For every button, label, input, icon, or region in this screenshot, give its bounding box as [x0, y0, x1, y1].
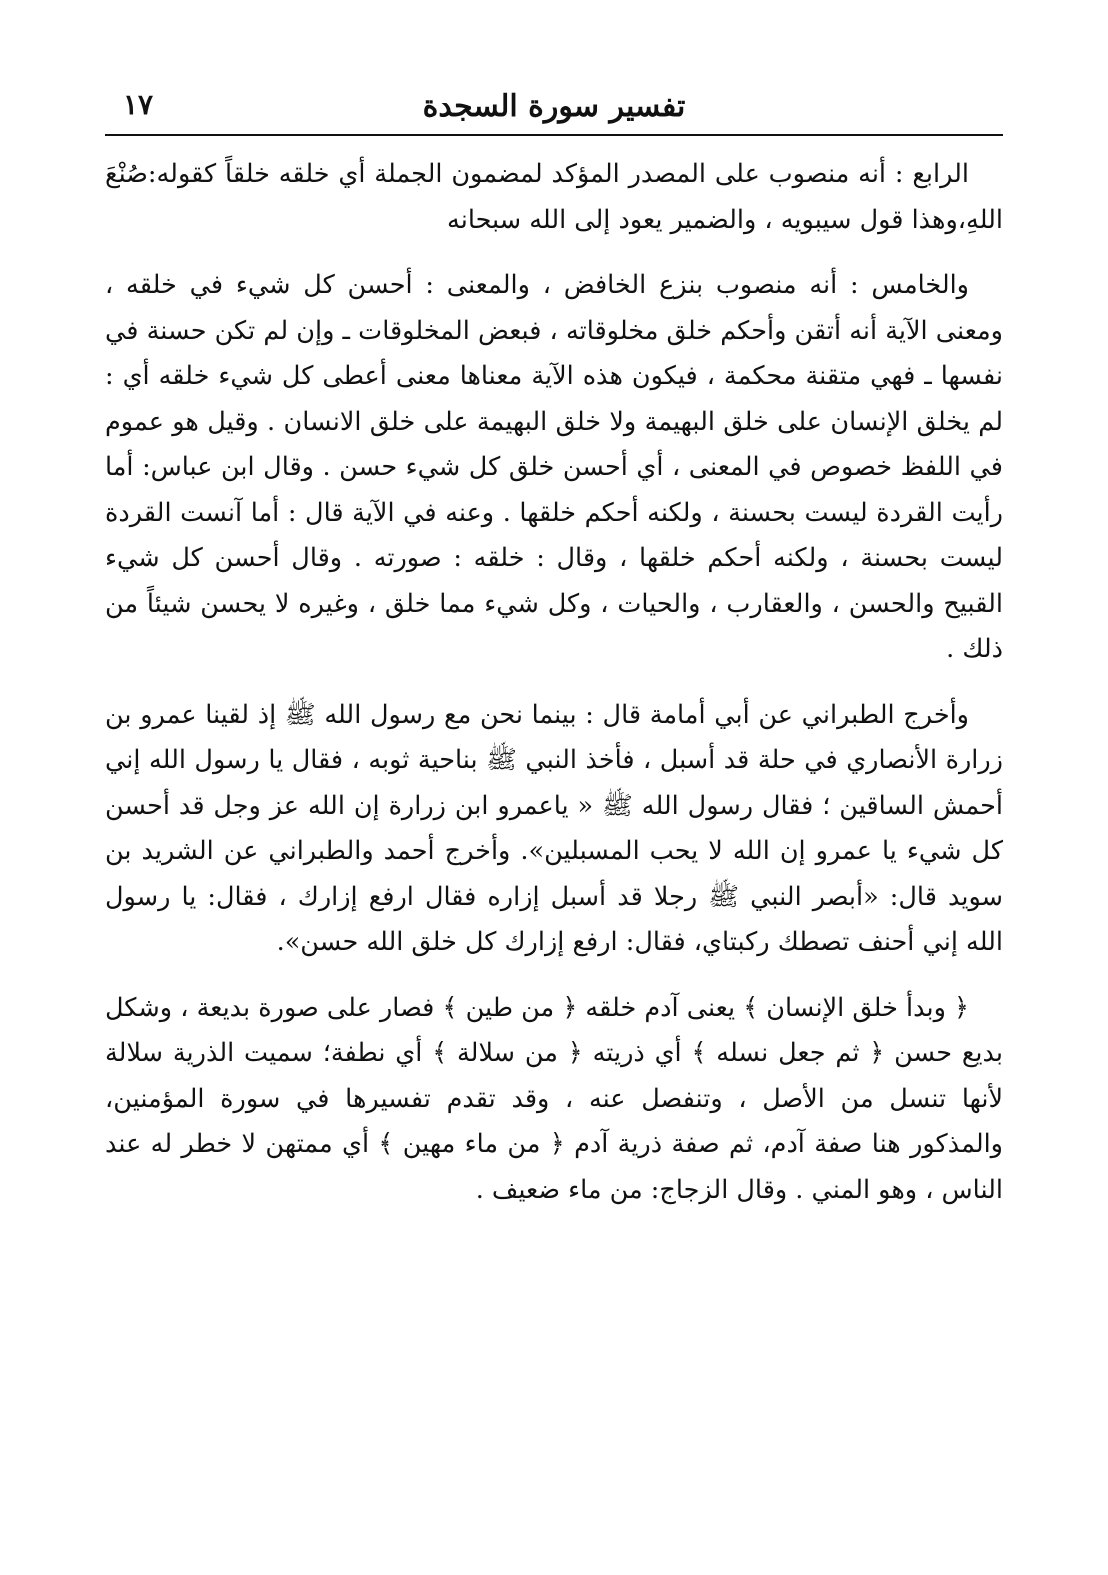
header-title: تفسير سورة السجدة [422, 88, 686, 124]
page-number: ١٧ [123, 88, 154, 121]
paragraph-3: وأخرج الطبراني عن أبي أمامة قال : بينما نحن مع رسول الله ﷺ إذ لقينا عمرو بن زرارة الأنصاري في حلة قد أسبل ، فأخذ النبي ﷺ بناحية ثوبه ، فقال يا رسول الله إني أحمش الساقين ؛ فقال رسول الله ﷺ « ياعمرو ابن زرارة إن الله عز وجل قد أحسن كل شيء يا عمرو إن الله لا يحب المسبلين». وأخرج أحمد والطبراني عن الشريد بن سويد قال: «أبصر النبي ﷺ رجلا قد أسبل إزاره فقال ارفع إزارك ، فقال: يا رسول الله إني أحنف تصطك ركبتاي، فقال: ارفع إزارك كل خلق الله حسن». [105, 699, 1003, 957]
page-body [105, 152, 1003, 1233]
paragraph-2: والخامس : أنه منصوب بنزع الخافض ، والمعنى : أحسن كل شيء في خلقه ، ومعنى الآية أنه أتقن وأحكم خلق مخلوقاته ، فبعض المخلوقات ـ وإن لم تكن حسنة في نفسها ـ فهي متقنة محكمة ، فيكون هذه الآية معناها معنى أعطى كل شيء خلقه أي : لم يخلق الإنسان على خلق البهيمة ولا خلق البهيمة على خلق الانسان . وقيل هو عموم في اللفظ خصوص في المعنى ، أي أحسن خلق كل شيء حسن . وقال ابن عباس: أما رأيت القردة ليست بحسنة ، ولكنه أحكم خلقها . وعنه في الآية قال : أما آنست القردة ليست بحسنة ، ولكنه أحكم خلقها ، وقال : خلقه : صورته . وقال أحسن كل شيء القبيح والحسن ، والعقارب ، والحيات ، وكل شيء مما خلق ، وغيره لا يحسن شيئاً من ذلك . [105, 270, 1003, 664]
running-header [105, 78, 1003, 136]
paragraph-4: ﴿ وبدأ خلق الإنسان ﴾ يعنى آدم خلقه ﴿ من طين ﴾ فصار على صورة بديعة ، وشكل بديع حسن ﴿ ثم جعل نسله ﴾ أي ذريته ﴿ من سلالة ﴾ أي نطفة؛ سميت الذرية سلالة لأنها تنسل من الأصل ، وتنفصل عنه ، وقد تقدم تفسيرها في سورة المؤمنين، والمذكور هنا صفة آدم، ثم صفة ذرية آدم ﴿ من ماء مهين ﴾ أي ممتهن لا خطر له عند الناس ، وهو المني . وقال الزجاج: من ماء ضعيف . [105, 992, 1003, 1205]
paragraph-1: الرابع : أنه منصوب على المصدر المؤكد لمضمون الجملة أي خلقه خلقاً كقوله:صُنْعَ اللهِ،وهذا قول سيبويه ، والضمير يعود إلى الله سبحانه [105, 159, 1003, 235]
